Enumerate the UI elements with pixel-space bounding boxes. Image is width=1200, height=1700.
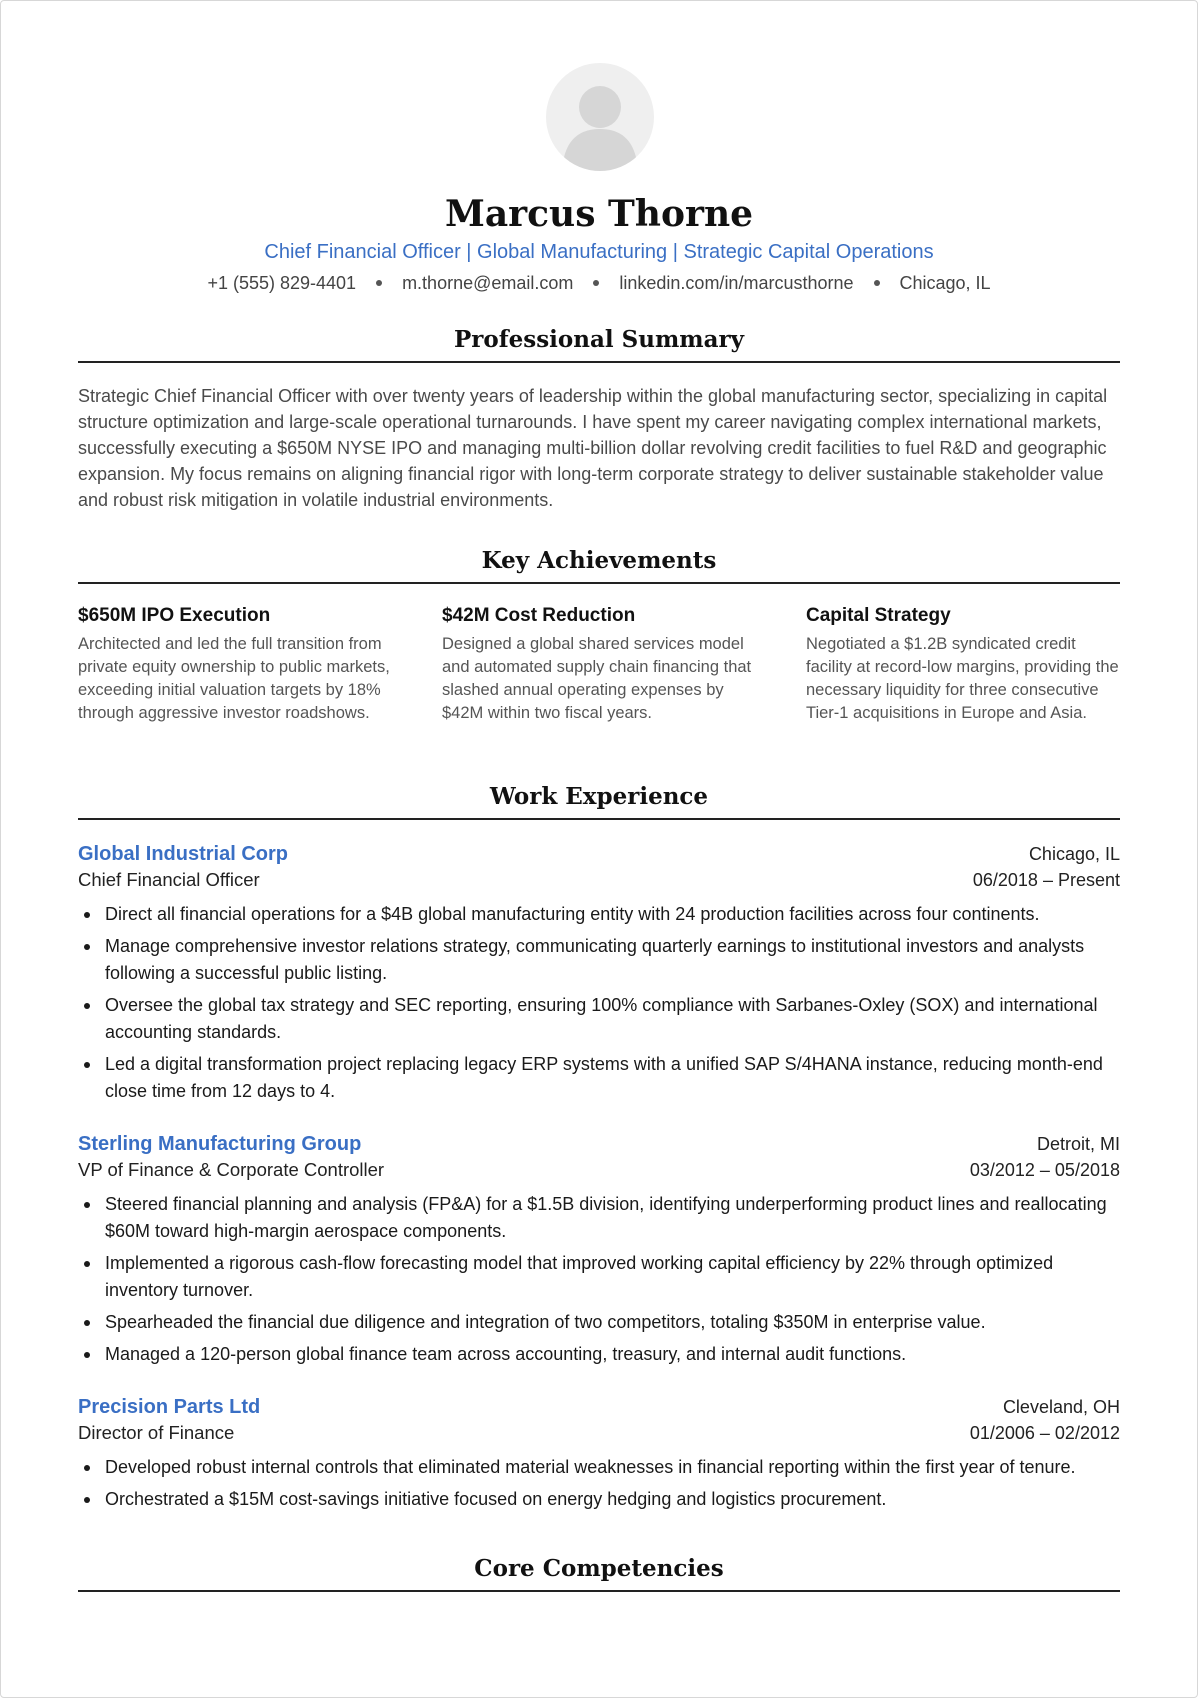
job-header-row: [78, 1131, 1120, 1157]
section-divider: [78, 818, 1120, 820]
separator-dot: [874, 280, 880, 286]
bullet-dot: [84, 1497, 90, 1503]
contact-linkedin: linkedin.com/in/marcusthorne: [619, 273, 854, 293]
bullet-dot: [84, 1320, 90, 1326]
job-bullet: [78, 1454, 1120, 1481]
job-bullet-text: Direct all financial operations for a $4B global manufacturing entity with 24 production facilities across four continents.: [105, 904, 1040, 924]
job-location: Cleveland, OH: [1002, 1397, 1120, 1417]
contact-location: Chicago, IL: [899, 273, 991, 293]
bullet-dot: [84, 1261, 90, 1267]
avatar-silhouette: [546, 63, 654, 171]
achievements-grid: [78, 603, 1120, 725]
achievement-card: [442, 603, 756, 725]
job-dates: 06/2018 – Present: [972, 870, 1120, 890]
separator-dot: [376, 280, 382, 286]
separator-dot: [593, 280, 599, 286]
contact-email: m.thorne@email.com: [402, 273, 574, 293]
contact-line: [78, 271, 1120, 295]
experience-entry: [78, 841, 1120, 1110]
job-header-row: [78, 1394, 1120, 1420]
job-bullet-text: Oversee the global tax strategy and SEC reporting, ensuring 100% compliance with Sarbanes-Oxley (SOX) and international accounting standards.: [105, 995, 1098, 1042]
contact-phone: +1 (555) 829-4401: [207, 273, 357, 293]
user-silhouette-icon: [546, 63, 654, 171]
achievement-title: $42M Cost Reduction: [442, 605, 636, 626]
job-company: Global Industrial Corp: [78, 843, 289, 865]
section-divider: [78, 361, 1120, 363]
bullet-dot: [84, 1202, 90, 1208]
achievement-description: Designed a global shared services model and automated supply chain financing that slashed annual operating expenses by $42M within two fiscal years.: [442, 635, 752, 722]
job-bullet: [78, 901, 1120, 928]
job-bullet-text: Spearheaded the financial due diligence and integration of two competitors, totaling $350M in enterprise value.: [105, 1312, 986, 1332]
achievement-card: [806, 603, 1120, 725]
achievement-description: Negotiated a $1.2B syndicated credit facility at record-low margins, providing the necessary liquidity for three consecutive Tier-1 acquisitions in Europe and Asia.: [806, 635, 1119, 722]
job-bullet: [78, 933, 1120, 987]
job-subheader-row: [78, 1420, 1120, 1446]
experience-entry: [78, 1394, 1120, 1518]
section-divider: [78, 1590, 1120, 1592]
job-bullet: [78, 1051, 1120, 1105]
bullet-dot: [84, 944, 90, 950]
section-title-achievements: Key Achievements: [481, 547, 717, 574]
job-bullet-text: Managed a 120-person global finance team across accounting, treasury, and internal audit functions.: [105, 1344, 907, 1364]
experience-entry: [78, 1131, 1120, 1373]
job-bullet-text: Manage comprehensive investor relations strategy, communicating quarterly earnings to institutional investors and analysts following a successful public listing.: [105, 936, 1085, 983]
achievement-title: Capital Strategy: [806, 605, 951, 626]
achievement-card: [78, 603, 392, 725]
job-bullet-text: Led a digital transformation project replacing legacy ERP systems with a unified SAP S/4HANA instance, reducing month-end close time from 12 days to 4.: [105, 1054, 1103, 1101]
job-role: VP of Finance & Corporate Controller: [78, 1159, 385, 1180]
candidate-headline: Chief Financial Officer | Global Manufacturing | Strategic Capital Operations: [264, 241, 934, 263]
job-company: Sterling Manufacturing Group: [78, 1133, 362, 1155]
job-company: Precision Parts Ltd: [78, 1396, 261, 1418]
job-bullet: [78, 1309, 1120, 1336]
job-bullet: [78, 992, 1120, 1046]
job-subheader-row: [78, 1157, 1120, 1183]
job-bullet: [78, 1486, 1120, 1513]
candidate-name: Marcus Thorne: [444, 193, 754, 235]
job-bullet: [78, 1191, 1120, 1245]
job-header-row: [78, 841, 1120, 867]
bullet-dot: [84, 1465, 90, 1471]
job-bullet: [78, 1250, 1120, 1304]
section-title-summary: Professional Summary: [453, 326, 744, 353]
job-bullet-text: Orchestrated a $15M cost-savings initiative focused on energy hedging and logistics procurement.: [105, 1489, 887, 1509]
job-bullet-text: Implemented a rigorous cash-flow forecasting model that improved working capital efficiency by 22% through optimized inventory turnover.: [105, 1253, 1054, 1300]
job-subheader-row: [78, 867, 1120, 893]
job-bullet-text: Steered financial planning and analysis (FP&A) for a $1.5B division, identifying underperforming product lines and reallocating $60M toward high-margin aerospace components.: [105, 1194, 1107, 1241]
job-role: Chief Financial Officer: [78, 869, 260, 890]
job-bullets: [78, 901, 1120, 1105]
job-location: Chicago, IL: [1028, 844, 1120, 864]
job-bullet-text: Developed robust internal controls that eliminated material weaknesses in financial reporting within the first year of tenure.: [105, 1457, 1076, 1477]
job-location: Detroit, MI: [1036, 1134, 1120, 1154]
summary-text: Strategic Chief Financial Officer with over twenty years of leadership within the global manufacturing sector, specializing in capital structure optimization and large-scale operational turnarounds. I have spent my career navigating complex international markets, successfully executing a $650M NYSE IPO and managing multi-billion dollar revolving credit facilities to fuel R&D and geographic expansion. My focus remains on aligning financial rigor with long-term corporate strategy to deliver sustainable stakeholder value and robust risk mitigation in volatile industrial environments.: [78, 386, 1108, 510]
section-title-experience: Work Experience: [489, 783, 709, 810]
bullet-dot: [84, 1003, 90, 1009]
section-title-competencies: Core Competencies: [474, 1555, 724, 1582]
job-dates: 03/2012 – 05/2018: [969, 1160, 1120, 1180]
job-bullet: [78, 1341, 1120, 1368]
achievement-description: Architected and led the full transition from private equity ownership to public markets, exceeding initial valuation targets by 18% through aggressive investor roadshows.: [78, 635, 390, 722]
job-dates: 01/2006 – 02/2012: [969, 1423, 1120, 1443]
job-bullets: [78, 1454, 1120, 1513]
section-divider: [78, 582, 1120, 584]
bullet-dot: [84, 1352, 90, 1358]
job-bullets: [78, 1191, 1120, 1368]
job-role: Director of Finance: [78, 1422, 235, 1443]
achievement-title: $650M IPO Execution: [78, 605, 271, 626]
bullet-dot: [84, 912, 90, 918]
bullet-dot: [84, 1062, 90, 1068]
